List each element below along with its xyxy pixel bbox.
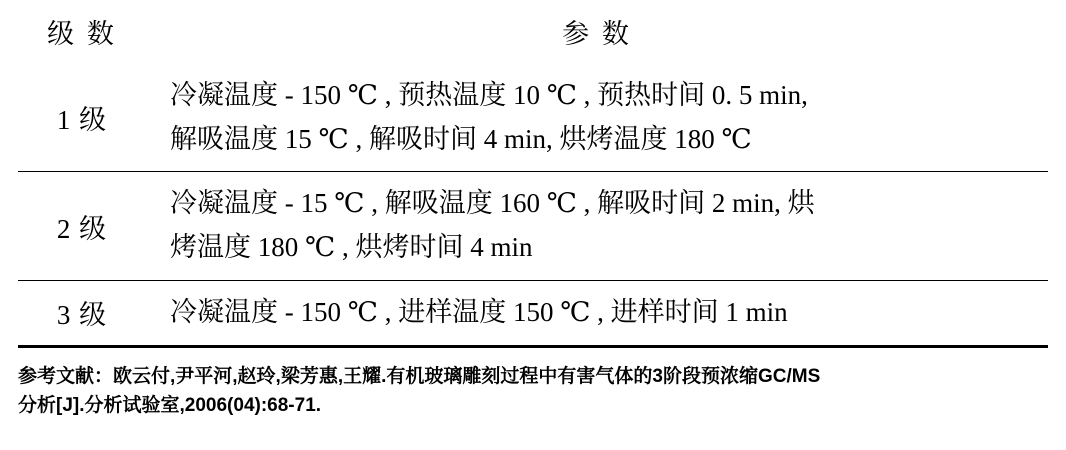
reference-line: 参考文献：欧云付,尹平河,赵玲,梁芳惠,王耀.有机玻璃雕刻过程中有害气体的3阶段预浓缩GC/MS — [18, 365, 821, 387]
level-value: 1 级 — [56, 105, 108, 136]
table-row — [18, 64, 1048, 171]
column-header-level: 级 数 — [47, 19, 117, 49]
parameter-value — [146, 64, 1048, 171]
parameter-line: 冷凝温度 - 15 ℃ , 解吸温度 160 ℃ , 解吸时间 2 min, 烘 — [170, 188, 815, 219]
parameter-table — [18, 0, 1048, 348]
level-value: 2 级 — [56, 213, 108, 244]
reference-line: 分析[J].分析试验室,2006(04):68-71. — [18, 395, 322, 417]
level-value: 3 级 — [18, 280, 146, 346]
parameter-value — [146, 172, 1048, 280]
parameter-value — [146, 280, 1048, 346]
column-header-parameters: 参 数 — [562, 19, 632, 49]
parameter-line: 冷凝温度 - 150 ℃ , 预热温度 10 ℃ , 预热时间 0. 5 min, — [170, 80, 808, 110]
table-row — [18, 172, 1048, 280]
parameter-line: 冷凝温度 - 150 ℃ , 进样温度 150 ℃ , 进样时间 1 min — [170, 296, 788, 327]
table-row — [18, 280, 1048, 346]
parameter-line: 解吸温度 15 ℃ , 解吸时间 4 min, 烘烤温度 180 ℃ — [170, 123, 752, 154]
parameter-line: 烤温度 180 ℃ , 烘烤时间 4 min — [170, 232, 533, 263]
table-header-row — [18, 0, 1048, 64]
reference-citation — [18, 348, 1048, 421]
